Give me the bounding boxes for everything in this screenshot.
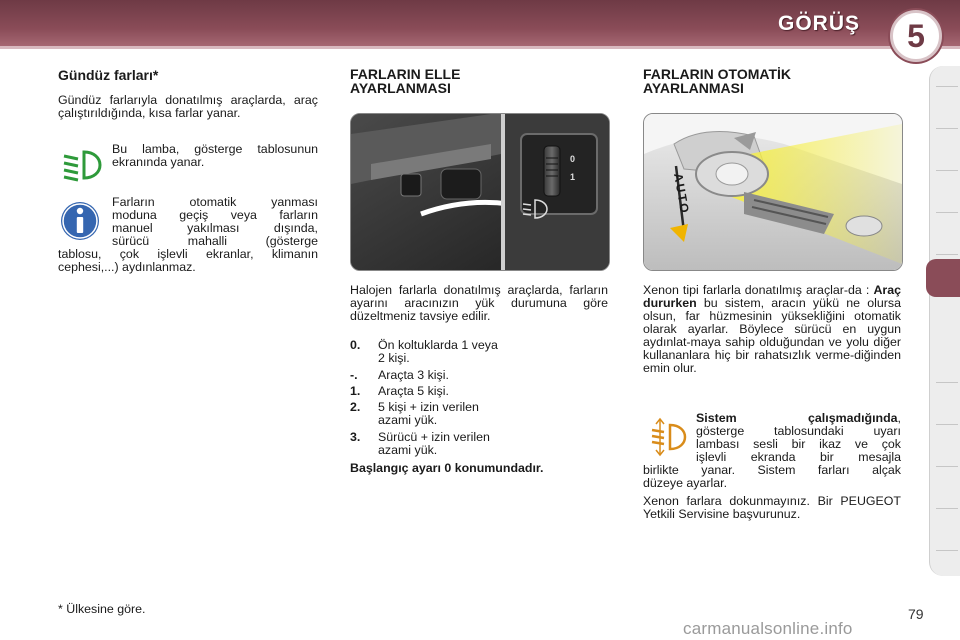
dial-scale-mid: 1 — [570, 172, 576, 182]
dial-scale-top: 0 — [570, 154, 576, 164]
info-note-line: sürücü mahalli (gösterge — [112, 234, 318, 248]
lamp-note-text: Bu lamba, gösterge tablosunun ekranında yanar. — [112, 142, 318, 169]
info-note-line: moduna geçiş veya farların — [112, 208, 318, 222]
fault-note-line: gösterge tablosundaki uyarı — [696, 424, 901, 438]
chapter-badge — [890, 10, 942, 62]
auto-adjust-photo — [643, 113, 903, 271]
tab-divider — [936, 466, 958, 467]
manual-adjust-heading-line1: FARLARIN ELLE — [350, 66, 461, 82]
list-item-text: Ön koltuklarda 1 veya — [378, 338, 498, 352]
chapter-tabs — [929, 66, 960, 576]
chapter-number: 5 — [907, 18, 925, 54]
tab-divider — [936, 170, 958, 171]
tab-divider — [936, 212, 958, 213]
xenon-headlamp-illustration — [644, 114, 902, 270]
default-setting-note: Başlangıç ayarı 0 konumundadır. — [350, 461, 544, 475]
xenon-warning-text: Xenon farlara dokunmayınız. Bir PEUGEOT Yetkili Servisine başvurunuz. — [643, 494, 901, 521]
header-divider — [0, 46, 960, 49]
page-number: 79 — [908, 606, 924, 622]
tab-divider — [936, 550, 958, 551]
list-item-number: 2. — [350, 400, 361, 414]
info-note-line: tablosu, çok işlevli ekranlar, klimanın — [58, 247, 318, 261]
fault-note-line: işlevli ekranda bir mesajla — [696, 450, 901, 464]
manual-adjust-body — [350, 284, 608, 327]
tab-divider — [936, 128, 958, 129]
dashboard-switch-illustration — [351, 114, 609, 270]
watermark: carmanualsonline.info — [683, 619, 853, 638]
auto-adjust-text-suffix: bu sistem, aracın yükü ne olursa olsun, far hüzmesinin yüksekliğini otomatik olarak ayarlar. Böylece sürücü en uygun aydınlat-maya sahip olduğundan ve yolu diğer kullananlara hiç bir rahatsızlık verme-diğinden emin olur. — [643, 296, 901, 375]
tab-divider — [936, 508, 958, 509]
auto-adjust-heading-line1: FARLARIN OTOMATİK — [643, 66, 792, 82]
info-note-line: cephesi,...) aydınlanmaz. — [58, 260, 196, 274]
auto-adjust-text-prefix: Xenon tipi farlarla donatılmış araçlar-da : — [643, 283, 874, 297]
list-item-number: -. — [350, 368, 358, 382]
lamp-note — [112, 143, 318, 173]
tab-divider — [936, 254, 958, 255]
headlamp-fault-warning-icon — [648, 417, 690, 457]
daylight-intro-text: Gündüz farlarıyla donatılmış araçlarda, araç çalıştırıldığında, kısa farlar yanar. — [58, 93, 318, 120]
list-item-text: azami yük. — [378, 413, 438, 427]
fault-note-line: birlikte yanar. Sistem farları alçak — [643, 463, 901, 477]
active-chapter-tab[interactable] — [926, 259, 960, 297]
tab-divider — [936, 382, 958, 383]
manual-adjust-text: Halojen farlarla donatılmış araçlarda, farların ayarını aracınızın yük durumuna göre düzeltmeniz tavsiye edilir. — [350, 283, 608, 323]
info-note-line: Farların otomatik yanması — [112, 195, 318, 209]
fault-note-line: düzeye ayarlar. — [643, 476, 728, 490]
chapter-title: GÖRÜŞ — [777, 12, 860, 35]
manual-adjust-photo — [350, 113, 610, 271]
daylight-intro — [58, 94, 318, 124]
xenon-warning — [643, 495, 901, 525]
daylight-lamps-heading: Gündüz farları* — [58, 67, 159, 83]
list-item-text: 2 kişi. — [378, 351, 410, 365]
list-item-number: 1. — [350, 384, 361, 398]
tab-divider — [936, 424, 958, 425]
info-icon — [60, 201, 100, 241]
fault-note-line: lambası sesli bir ikaz ve çok — [696, 437, 901, 451]
vehicle-stationary-emphasis: Araç dururken — [643, 283, 901, 310]
auto-adjust-heading-line2: AYARLANMASI — [643, 80, 744, 96]
list-item-number: 3. — [350, 430, 361, 444]
list-item-text: Sürücü + izin verilen — [378, 430, 490, 444]
system-fault-emphasis: Sistem çalışmadığında — [696, 411, 898, 425]
fault-note-comma: , — [897, 411, 901, 425]
footnote: * Ülkesine göre. — [58, 602, 146, 616]
manual-adjust-heading-line2: AYARLANMASI — [350, 80, 451, 96]
tab-divider — [936, 86, 958, 87]
list-item-text: Araçta 5 kişi. — [378, 384, 449, 398]
list-item-text: 5 kişi + izin verilen — [378, 400, 479, 414]
dipped-beam-lamp-icon — [58, 148, 104, 182]
list-item-text: azami yük. — [378, 443, 438, 457]
auto-adjust-text — [643, 284, 901, 375]
list-item-text: Araçta 3 kişi. — [378, 368, 449, 382]
info-note-line: manuel yakılması dışında, — [112, 221, 318, 235]
auto-label: AUTO — [671, 172, 693, 216]
auto-adjust-body — [643, 284, 901, 379]
list-item-number: 0. — [350, 338, 361, 352]
